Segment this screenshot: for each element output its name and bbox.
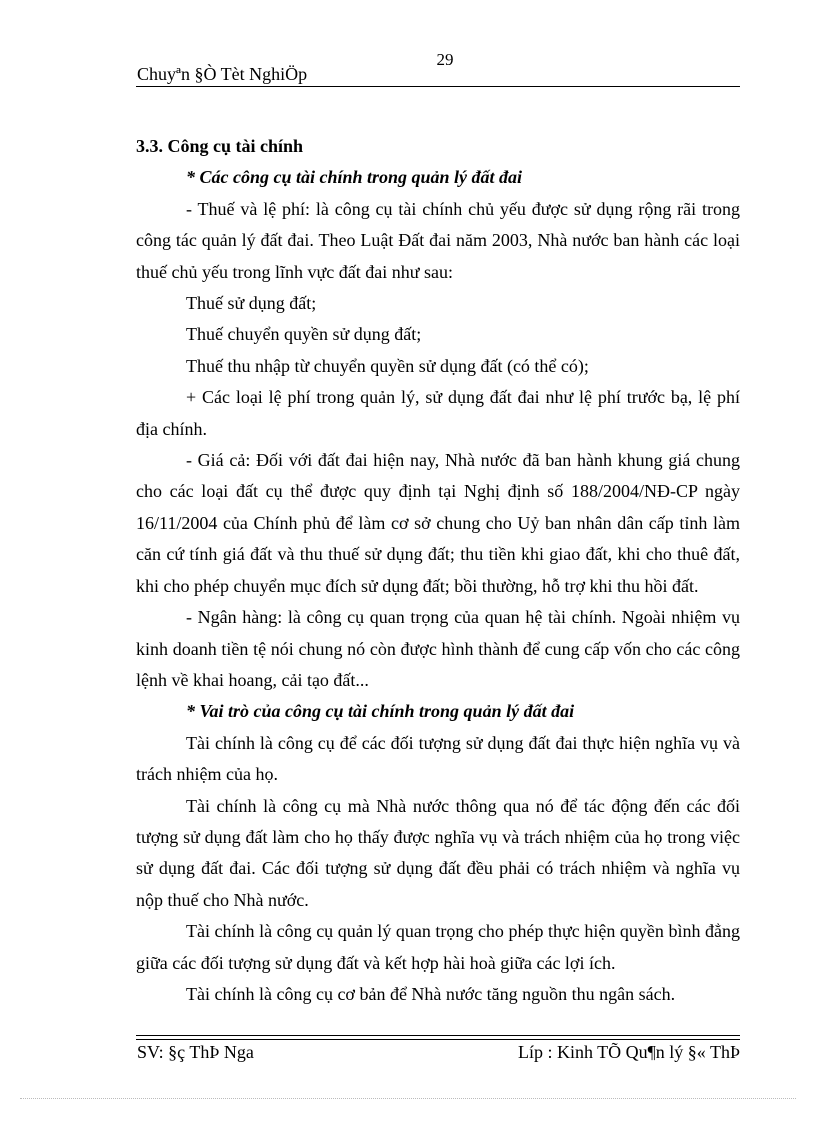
section-heading: 3.3. Công cụ tài chính bbox=[136, 136, 304, 156]
paragraph-fees: + Các loại lệ phí trong quản lý, sử dụng đất đai như lệ phí trước bạ, lệ phí địa chính. bbox=[136, 387, 740, 439]
subheading-financial-tools: * Các công cụ tài chính trong quản lý đất đai bbox=[186, 167, 523, 188]
tax-item-income: Thuế thu nhập từ chuyển quyền sử dụng đất (có thể có); bbox=[186, 355, 589, 376]
running-header: Chuyªn §Ò Tèt NghiÖp bbox=[137, 64, 308, 84]
paragraph-price: - Giá cả: Đối với đất đai hiện nay, Nhà nước đã ban hành khung giá chung cho các loại đất cụ thể được quy định tại Nghị định số 188/2004/NĐ-CP ngày 16/11/2004 của Chính phủ để làm cơ sở chung cho Uỷ ban nhân dân cấp tỉnh làm căn cứ tính giá đất và thu thuế sử dụng đất; thu tiền khi giao đất, khi cho thuê đất, khi cho phép chuyển mục đích sử dụng đất; bồi thường, hỗ trợ khi thu hồi đất. bbox=[136, 450, 740, 596]
footer-student: SV: §ç ThÞ Nga bbox=[137, 1042, 254, 1062]
tax-item-land-use: Thuế sử dụng đất; bbox=[186, 293, 317, 314]
paragraph-role-4: Tài chính là công cụ cơ bản để Nhà nước tăng nguồn thu ngân sách. bbox=[186, 983, 676, 1004]
header-rule bbox=[136, 86, 740, 87]
page-content bbox=[136, 131, 740, 1010]
page-edge-divider bbox=[20, 1098, 796, 1099]
subheading-role: * Vai trò của công cụ tài chính trong quản lý đất đai bbox=[186, 701, 575, 722]
paragraph-tax-fees: - Thuế và lệ phí: là công cụ tài chính chủ yếu được sử dụng rộng rãi trong công tác quản lý đất đai. Theo Luật Đất đai năm 2003, Nhà nước ban hành các loại thuế chủ yếu trong lĩnh vực đất đai như sau: bbox=[136, 198, 740, 282]
footer-rule-bottom bbox=[136, 1039, 740, 1040]
paragraph-role-1: Tài chính là công cụ để các đối tượng sử dụng đất đai thực hiện nghĩa vụ và trách nhiệm của họ. bbox=[136, 732, 740, 785]
paragraph-bank: - Ngân hàng: là công cụ quan trọng của quan hệ tài chính. Ngoài nhiệm vụ kinh doanh tiền tệ nói chung nó còn được hình thành để cung cấp vốn cho các công lệnh về khai hoang, cải tạo đất... bbox=[136, 607, 740, 690]
tax-item-transfer: Thuế chuyển quyền sử dụng đất; bbox=[186, 324, 422, 345]
footer-class: Líp : Kinh TÕ Qu¶n lý §« ThÞ bbox=[517, 1042, 740, 1062]
footer-rule-top bbox=[136, 1035, 740, 1036]
page-number: 29 bbox=[436, 50, 454, 69]
paragraph-role-3: Tài chính là công cụ quản lý quan trọng cho phép thực hiện quyền bình đẳng giữa các đối tượng sử dụng đất và kết hợp hài hoà giữa các lợi ích. bbox=[136, 921, 740, 973]
paragraph-role-2: Tài chính là công cụ mà Nhà nước thông qua nó để tác động đến các đối tượng sử dụng đất làm cho họ thấy được nghĩa vụ và trách nhiệm của họ trong việc sử dụng đất đai. Các đối tượng sử dụng đất đều phải có trách nhiệm và nghĩa vụ nộp thuế cho Nhà nước. bbox=[136, 795, 740, 910]
